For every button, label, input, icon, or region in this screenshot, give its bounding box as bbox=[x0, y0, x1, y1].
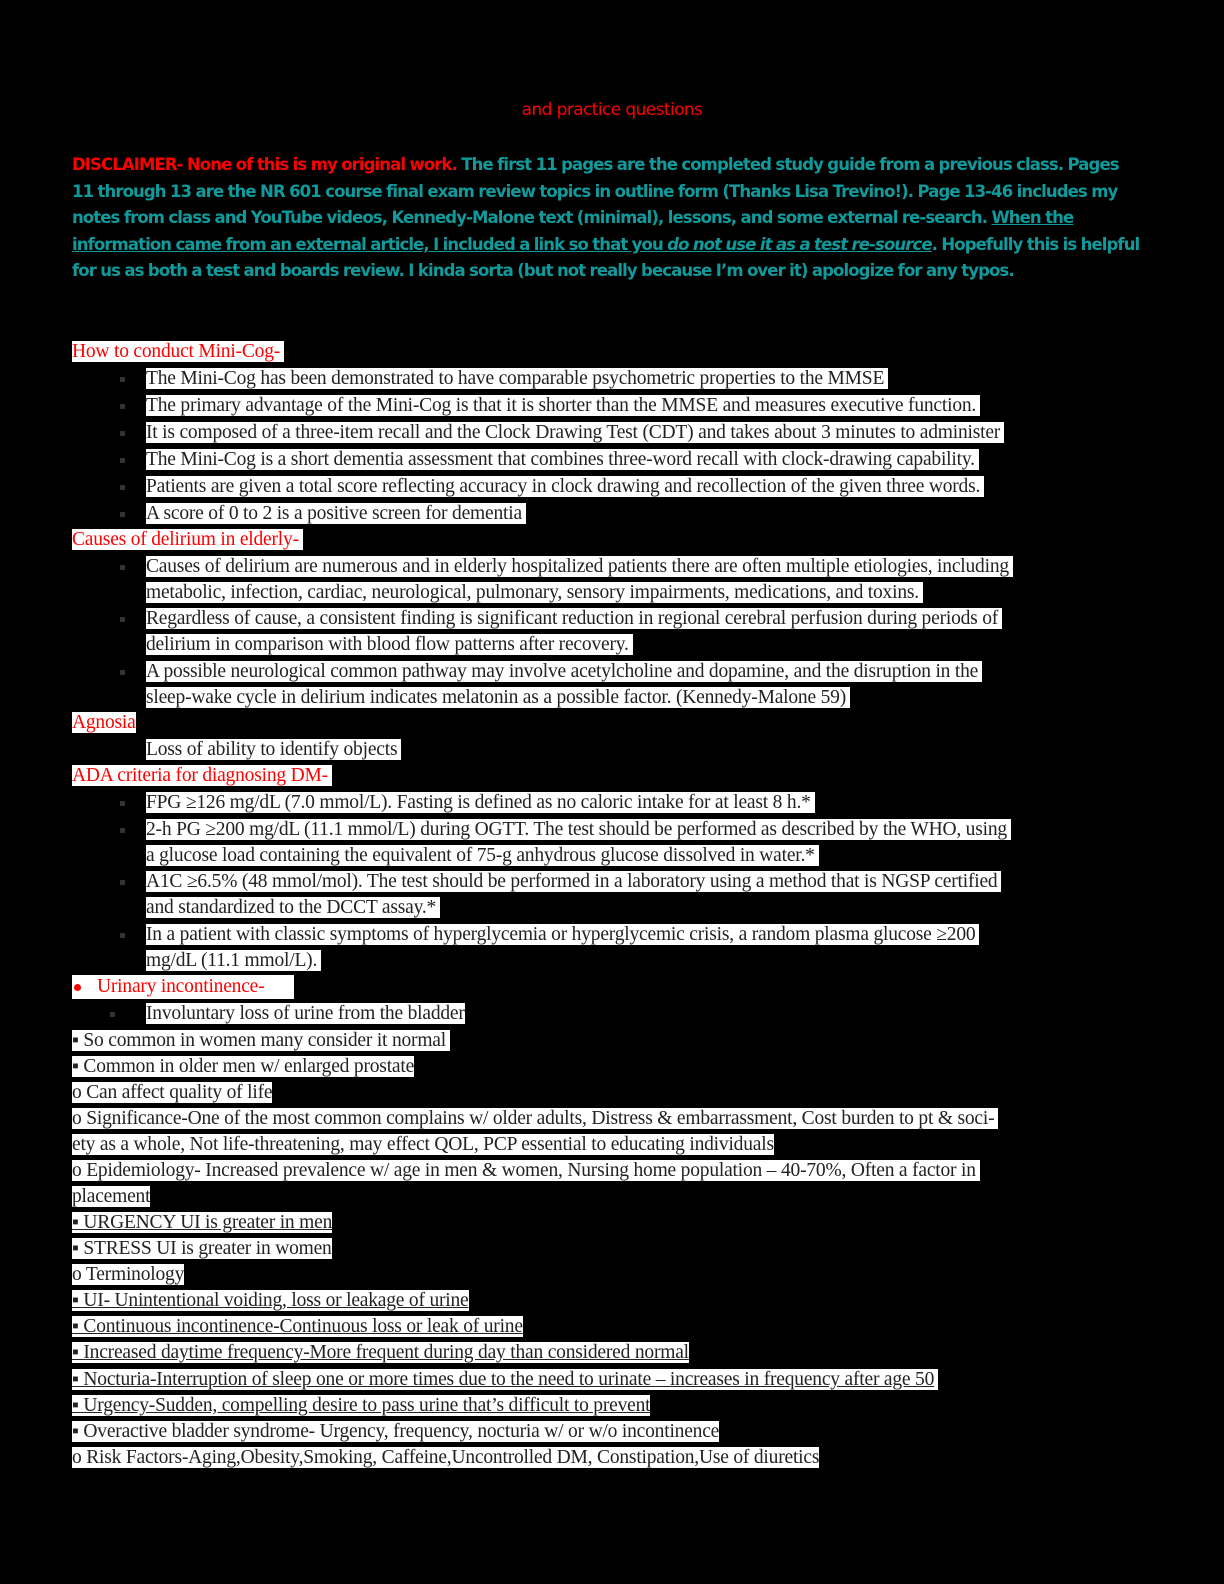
section-heading-mini-cog: How to conduct Mini-Cog- bbox=[72, 340, 284, 364]
disclaimer-lead: DISCLAIMER- None of this is my original work. bbox=[72, 155, 457, 174]
disclaimer-closing: . Hopefully this is helpful for us as both a test and boards review. I kinda sorta (but not really because I’m over it) apologize for any typos. bbox=[72, 234, 1140, 281]
note-line: ▪ STRESS UI is greater in women bbox=[72, 1238, 332, 1259]
bullet-icon bbox=[120, 565, 125, 570]
bullet-icon bbox=[120, 512, 125, 517]
terminology-item: ▪ Increased daytime frequency-More frequent during day than considered normal bbox=[72, 1342, 689, 1363]
disclaimer-paragraph bbox=[72, 152, 1144, 285]
disclaimer-text: The first 11 pages are the completed study guide from a previous class. Pages 11 through 13 are the NR 601 course final exam review topics in outline form (Thanks Lisa Trevino!). Page 13-46 includes my notes from class and YouTube videos, Kennedy-Malone text (minimal), lessons, and some external re-search. bbox=[72, 155, 1119, 228]
note-line: o Can affect quality of life bbox=[72, 1082, 273, 1103]
list-item: Patients are given a total score reflecting accuracy in clock drawing and recollection of the given three words. bbox=[146, 475, 984, 499]
page-title: and practice questions bbox=[521, 100, 703, 120]
terminology-item: ▪ UI- Unintentional voiding, loss or leakage of urine bbox=[72, 1290, 469, 1311]
note-line-continued: placement bbox=[72, 1186, 151, 1207]
terminology-item: ▪ Urgency-Sudden, compelling desire to pass urine that’s difficult to prevent bbox=[72, 1395, 651, 1416]
list-item: A possible neurological common pathway may involve acetylcholine and dopamine, and the disruption in the bbox=[146, 660, 982, 684]
section-heading-delirium: Causes of delirium in elderly- bbox=[72, 528, 303, 552]
disclaimer-link-note: When the information came from an external article, I included a link so that you bbox=[72, 208, 1074, 254]
list-item: In a patient with classic symptoms of hyperglycemia or hyperglycemic crisis, a random plasma glucose ≥200 bbox=[146, 923, 979, 947]
bullet-icon bbox=[110, 1012, 115, 1017]
list-item-continued: and standardized to the DCCT assay.* bbox=[146, 896, 440, 920]
note-line: ▪ URGENCY UI is greater in men bbox=[72, 1212, 333, 1233]
list-item: Involuntary loss of urine from the bladder bbox=[146, 1003, 465, 1024]
list-item: A1C ≥6.5% (48 mmol/mol). The test should be performed in a laboratory using a method that is NGSP certified bbox=[146, 870, 1001, 894]
list-item: FPG ≥126 mg/dL (7.0 mmol/L). Fasting is defined as no caloric intake for at least 8 h.* bbox=[146, 791, 815, 815]
list-item-continued: sleep-wake cycle in delirium indicates melatonin as a possible factor. (Kennedy-Malone 59) bbox=[146, 686, 850, 710]
list-item-continued: delirium in comparison with blood flow patterns after recovery. bbox=[146, 633, 633, 657]
bullet-icon bbox=[120, 933, 125, 938]
bullet-icon bbox=[120, 670, 125, 675]
list-item-continued: a glucose load containing the equivalent of 75-g anhydrous glucose dissolved in water.* bbox=[146, 844, 819, 868]
section-heading-ada-criteria: ADA criteria for diagnosing DM- bbox=[72, 764, 332, 788]
bullet-icon bbox=[120, 431, 125, 436]
section-heading-agnosia: Agnosia bbox=[72, 712, 136, 733]
list-item: It is composed of a three-item recall and the Clock Drawing Test (CDT) and takes about 3 minutes to administer bbox=[146, 421, 1004, 445]
list-item: 2-h PG ≥200 mg/dL (11.1 mmol/L) during OGTT. The test should be performed as described by the WHO, using bbox=[146, 818, 1011, 842]
bullet-icon bbox=[120, 617, 125, 622]
note-line: ▪ So common in women many consider it normal bbox=[72, 1029, 450, 1053]
list-item: Causes of delirium are numerous and in elderly hospitalized patients there are often multiple etiologies, including bbox=[146, 555, 1013, 579]
bullet-icon bbox=[120, 458, 125, 463]
section-heading-urinary-incontinence: Urinary incontinence- bbox=[97, 975, 268, 999]
note-line: o Significance-One of the most common complains w/ older adults, Distress & embarrassment, Cost burden to pt & soci- bbox=[72, 1107, 998, 1131]
list-item: The Mini-Cog is a short dementia assessment that combines three-word recall with clock-drawing capability. bbox=[146, 448, 979, 472]
note-line-continued: ety as a whole, Not life-threatening, may effect QOL, PCP essential to educating individuals bbox=[72, 1134, 774, 1155]
bullet-icon bbox=[120, 485, 125, 490]
bullet-icon bbox=[120, 880, 125, 885]
list-item: Regardless of cause, a consistent finding is significant reduction in regional cerebral perfusion during periods of bbox=[146, 607, 1002, 631]
terminology-item: ▪ Continuous incontinence-Continuous loss or leak of urine bbox=[72, 1316, 523, 1337]
note-line: o Terminology bbox=[72, 1264, 185, 1285]
red-bullet-icon bbox=[74, 984, 81, 991]
bullet-icon bbox=[120, 801, 125, 806]
note-line: o Risk Factors-Aging,Obesity,Smoking, Caffeine,Uncontrolled DM, Constipation,Use of diuretics bbox=[72, 1447, 820, 1468]
list-item: A score of 0 to 2 is a positive screen for dementia bbox=[146, 502, 526, 526]
definition-text: Loss of ability to identify objects bbox=[146, 738, 401, 762]
list-item-continued: mg/dL (11.1 mmol/L). bbox=[146, 949, 321, 973]
list-item: The Mini-Cog has been demonstrated to have comparable psychometric properties to the MMSE bbox=[146, 367, 888, 391]
note-line: ▪ Common in older men w/ enlarged prostate bbox=[72, 1056, 415, 1077]
bullet-icon bbox=[120, 377, 125, 382]
terminology-item: ▪ Overactive bladder syndrome- Urgency, frequency, nocturia w/ or w/o incontinence bbox=[72, 1421, 720, 1442]
list-item: The primary advantage of the Mini-Cog is that it is shorter than the MMSE and measures executive function. bbox=[146, 394, 980, 418]
bullet-icon bbox=[120, 404, 125, 409]
disclaimer-link-note-emphasis: do not use it as a test re-source bbox=[667, 234, 932, 254]
note-line: o Epidemiology- Increased prevalence w/ age in men & women, Nursing home population – 40-70%, Often a factor in bbox=[72, 1159, 980, 1183]
terminology-item: ▪ Nocturia-Interruption of sleep one or more times due to the need to urinate – increases in frequency after age 50 bbox=[72, 1368, 938, 1392]
bullet-icon bbox=[120, 828, 125, 833]
list-item-continued: metabolic, infection, cardiac, neurological, pulmonary, sensory impairments, medications, and toxins. bbox=[146, 581, 923, 605]
